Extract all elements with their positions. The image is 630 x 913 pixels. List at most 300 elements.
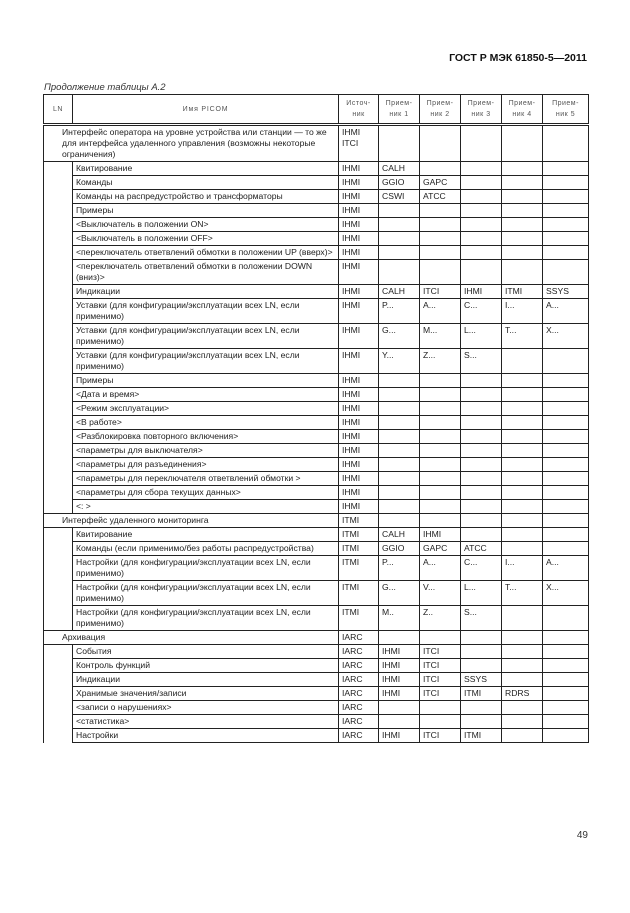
ln-cell	[44, 729, 73, 743]
receiver-4-cell	[502, 729, 543, 743]
source-cell: IHMI	[339, 486, 379, 500]
source-cell: IHMI	[339, 204, 379, 218]
col-receiver-2: Прием-ник 2	[420, 95, 461, 125]
picom-name: Квитирование	[73, 528, 339, 542]
receiver-1-cell	[379, 204, 420, 218]
col-ln: LN	[44, 95, 73, 125]
receiver-4-cell	[502, 232, 543, 246]
col-receiver-3: Прием-ник 3	[461, 95, 502, 125]
receiver-2-cell	[420, 246, 461, 260]
receiver-4-cell	[502, 472, 543, 486]
receiver-4-cell	[502, 458, 543, 472]
receiver-2-cell: GAPC	[420, 542, 461, 556]
table-row	[44, 581, 589, 606]
receiver-2-cell: M...	[420, 324, 461, 349]
source-cell: IHMI	[339, 260, 379, 285]
ln-cell	[44, 324, 73, 349]
table-row	[44, 246, 589, 260]
receiver-2-cell	[420, 514, 461, 528]
ln-cell	[44, 444, 73, 458]
table-row	[44, 324, 589, 349]
table-row	[44, 729, 589, 743]
receiver-3-cell	[461, 430, 502, 444]
receiver-5-cell: SSYS	[543, 285, 589, 299]
receiver-1-cell	[379, 458, 420, 472]
receiver-2-cell	[420, 458, 461, 472]
receiver-4-cell	[502, 204, 543, 218]
table-row	[44, 542, 589, 556]
table-section-row	[44, 514, 589, 528]
col-receiver-4: Прием-ник 4	[502, 95, 543, 125]
receiver-2-cell: ITCI	[420, 645, 461, 659]
receiver-2-cell: ITCI	[420, 673, 461, 687]
receiver-5-cell	[543, 631, 589, 645]
receiver-3-cell	[461, 388, 502, 402]
ln-cell	[44, 246, 73, 260]
receiver-4-cell	[502, 162, 543, 176]
table-section-row	[44, 125, 589, 162]
receiver-5-cell	[543, 542, 589, 556]
receiver-4-cell	[502, 486, 543, 500]
table-row	[44, 349, 589, 374]
receiver-2-cell: ITCI	[420, 659, 461, 673]
receiver-3-cell: C...	[461, 299, 502, 324]
receiver-4-cell	[502, 190, 543, 204]
receiver-2-cell	[420, 374, 461, 388]
table-row	[44, 458, 589, 472]
receiver-1-cell: IHMI	[379, 645, 420, 659]
receiver-4-cell	[502, 176, 543, 190]
receiver-2-cell	[420, 232, 461, 246]
picom-name: <В работе>	[73, 416, 339, 430]
receiver-3-cell	[461, 232, 502, 246]
receiver-5-cell	[543, 246, 589, 260]
source-cell: IHMI	[339, 472, 379, 486]
ln-cell	[44, 472, 73, 486]
picom-name: Команды (если применимо/без работы распредустройства)	[73, 542, 339, 556]
source-cell: IHMI	[339, 218, 379, 232]
picom-name: <Дата и время>	[73, 388, 339, 402]
receiver-2-cell: A...	[420, 299, 461, 324]
section-title: Интерфейс удаленного мониторинга	[44, 514, 339, 528]
receiver-1-cell	[379, 402, 420, 416]
receiver-5-cell	[543, 514, 589, 528]
picom-name: <Разблокировка повторного включения>	[73, 430, 339, 444]
ln-cell	[44, 701, 73, 715]
picom-name: <параметры для разъединения>	[73, 458, 339, 472]
picom-name: Индикации	[73, 673, 339, 687]
ln-cell	[44, 374, 73, 388]
source-cell: IHMI	[339, 500, 379, 514]
table-row	[44, 299, 589, 324]
source-cell: IARC	[339, 631, 379, 645]
receiver-4-cell	[502, 260, 543, 285]
receiver-4-cell: I...	[502, 299, 543, 324]
receiver-2-cell	[420, 444, 461, 458]
receiver-4-cell	[502, 246, 543, 260]
receiver-4-cell: T...	[502, 324, 543, 349]
ln-cell	[44, 176, 73, 190]
table-row	[44, 659, 589, 673]
source-cell: IARC	[339, 715, 379, 729]
receiver-1-cell: P...	[379, 299, 420, 324]
ln-cell	[44, 218, 73, 232]
picom-name: Контроль функций	[73, 659, 339, 673]
table-row	[44, 232, 589, 246]
receiver-3-cell: S...	[461, 606, 502, 631]
table-row	[44, 556, 589, 581]
receiver-3-cell: SSYS	[461, 673, 502, 687]
picom-name: Уставки (для конфигурации/эксплуатации всех LN, если применимо)	[73, 349, 339, 374]
picom-name: <переключатель ответвлений обмотки в положении UP (вверх)>	[73, 246, 339, 260]
picom-name: Настройки (для конфигурации/эксплуатации всех LN, если применимо)	[73, 581, 339, 606]
ln-cell	[44, 581, 73, 606]
table-section-row	[44, 631, 589, 645]
receiver-5-cell	[543, 218, 589, 232]
receiver-2-cell	[420, 631, 461, 645]
receiver-4-cell	[502, 218, 543, 232]
picom-name: Настройки (для конфигурации/эксплуатации всех LN, если применимо)	[73, 556, 339, 581]
ln-cell	[44, 190, 73, 204]
source-cell: IHMI	[339, 444, 379, 458]
receiver-5-cell	[543, 606, 589, 631]
receiver-3-cell	[461, 176, 502, 190]
receiver-2-cell: V...	[420, 581, 461, 606]
receiver-2-cell	[420, 430, 461, 444]
receiver-4-cell	[502, 514, 543, 528]
ln-cell	[44, 556, 73, 581]
receiver-4-cell	[502, 430, 543, 444]
picom-name: <переключатель ответвлений обмотки в положении DOWN (вниз)>	[73, 260, 339, 285]
ln-cell	[44, 659, 73, 673]
table-row	[44, 402, 589, 416]
picom-name: <Режим эксплуатации>	[73, 402, 339, 416]
table-row	[44, 528, 589, 542]
picom-name: <Выключатель в положении ON>	[73, 218, 339, 232]
source-cell: IARC	[339, 673, 379, 687]
receiver-2-cell: ITCI	[420, 729, 461, 743]
picom-name: Примеры	[73, 204, 339, 218]
table-row	[44, 673, 589, 687]
receiver-1-cell: Y...	[379, 349, 420, 374]
picom-name: <параметры для сбора текущих данных>	[73, 486, 339, 500]
receiver-1-cell: IHMI	[379, 659, 420, 673]
receiver-2-cell: GAPC	[420, 176, 461, 190]
source-cell: ITMI	[339, 528, 379, 542]
source-cell: IHMI	[339, 430, 379, 444]
receiver-2-cell	[420, 218, 461, 232]
receiver-5-cell	[543, 528, 589, 542]
source-cell: IHMI	[339, 176, 379, 190]
ln-cell	[44, 349, 73, 374]
picom-name: Примеры	[73, 374, 339, 388]
receiver-5-cell	[543, 162, 589, 176]
receiver-4-cell	[502, 542, 543, 556]
receiver-1-cell: G...	[379, 324, 420, 349]
receiver-1-cell: CALH	[379, 285, 420, 299]
receiver-5-cell: X...	[543, 324, 589, 349]
receiver-4-cell	[502, 645, 543, 659]
receiver-2-cell	[420, 701, 461, 715]
picom-name: Уставки (для конфигурации/эксплуатации всех LN, если применимо)	[73, 324, 339, 349]
receiver-1-cell	[379, 444, 420, 458]
table-row	[44, 606, 589, 631]
receiver-3-cell	[461, 190, 502, 204]
receiver-3-cell: S...	[461, 349, 502, 374]
table-row	[44, 500, 589, 514]
col-receiver-5: Прием-ник 5	[543, 95, 589, 125]
receiver-1-cell: IHMI	[379, 673, 420, 687]
receiver-3-cell: ITMI	[461, 687, 502, 701]
receiver-4-cell: RDRS	[502, 687, 543, 701]
receiver-2-cell: ITCI	[420, 687, 461, 701]
table-row	[44, 472, 589, 486]
picom-name: События	[73, 645, 339, 659]
ln-cell	[44, 486, 73, 500]
ln-cell	[44, 416, 73, 430]
receiver-5-cell	[543, 349, 589, 374]
source-cell: IHMI	[339, 299, 379, 324]
receiver-3-cell	[461, 645, 502, 659]
receiver-5-cell	[543, 701, 589, 715]
receiver-2-cell: IHMI	[420, 528, 461, 542]
ln-cell	[44, 542, 73, 556]
picom-name: <: >	[73, 500, 339, 514]
receiver-3-cell	[461, 204, 502, 218]
col-receiver-1: Прием-ник 1	[379, 95, 420, 125]
picom-name: Индикации	[73, 285, 339, 299]
table-caption: Продолжение таблицы А.2	[44, 82, 166, 93]
source-cell: IHMI	[339, 458, 379, 472]
table-row	[44, 260, 589, 285]
receiver-2-cell: ATCC	[420, 190, 461, 204]
receiver-5-cell	[543, 645, 589, 659]
source-cell: IHMI	[339, 388, 379, 402]
receiver-1-cell	[379, 514, 420, 528]
table-row	[44, 701, 589, 715]
ln-cell	[44, 260, 73, 285]
receiver-4-cell	[502, 374, 543, 388]
receiver-2-cell	[420, 500, 461, 514]
receiver-5-cell	[543, 659, 589, 673]
receiver-2-cell	[420, 204, 461, 218]
section-title: Интерфейс оператора на уровне устройства или станции — то же для интерфейса удаленного управления (возможны некоторые ограничения)	[44, 125, 339, 162]
section-title: Архивация	[44, 631, 339, 645]
receiver-1-cell: M..	[379, 606, 420, 631]
col-picom-name: Имя PICOM	[73, 95, 339, 125]
receiver-5-cell	[543, 260, 589, 285]
table-row	[44, 388, 589, 402]
picom-name: Команды	[73, 176, 339, 190]
picom-name: <записи о нарушениях>	[73, 701, 339, 715]
receiver-5-cell	[543, 374, 589, 388]
receiver-3-cell	[461, 458, 502, 472]
receiver-4-cell	[502, 528, 543, 542]
source-cell: IARC	[339, 659, 379, 673]
source-cell: ITMI	[339, 606, 379, 631]
standard-designation: ГОСТ Р МЭК 61850-5—2011	[449, 52, 587, 64]
source-cell: IHMI	[339, 232, 379, 246]
receiver-4-cell	[502, 349, 543, 374]
receiver-3-cell	[461, 528, 502, 542]
receiver-3-cell: IHMI	[461, 285, 502, 299]
receiver-2-cell	[420, 125, 461, 162]
receiver-1-cell	[379, 500, 420, 514]
table-row	[44, 176, 589, 190]
receiver-3-cell	[461, 472, 502, 486]
receiver-5-cell	[543, 673, 589, 687]
receiver-1-cell	[379, 472, 420, 486]
table-row	[44, 190, 589, 204]
table-row	[44, 645, 589, 659]
source-cell: IHMI	[339, 374, 379, 388]
receiver-5-cell	[543, 729, 589, 743]
receiver-5-cell	[543, 388, 589, 402]
receiver-3-cell: C...	[461, 556, 502, 581]
picom-table	[43, 94, 589, 743]
source-cell: IHMI	[339, 162, 379, 176]
source-cell: ITMI	[339, 581, 379, 606]
ln-cell	[44, 388, 73, 402]
receiver-2-cell	[420, 402, 461, 416]
receiver-5-cell	[543, 125, 589, 162]
receiver-4-cell	[502, 673, 543, 687]
receiver-1-cell	[379, 486, 420, 500]
receiver-4-cell	[502, 715, 543, 729]
receiver-1-cell: GGIO	[379, 542, 420, 556]
source-cell: IHMI	[339, 285, 379, 299]
receiver-2-cell	[420, 486, 461, 500]
source-cell: IHMI	[339, 190, 379, 204]
ln-cell	[44, 232, 73, 246]
receiver-2-cell: Z..	[420, 606, 461, 631]
source-cell: IARC	[339, 701, 379, 715]
source-cell: IHMI	[339, 246, 379, 260]
receiver-3-cell: ATCC	[461, 542, 502, 556]
table-row	[44, 204, 589, 218]
receiver-5-cell	[543, 458, 589, 472]
receiver-5-cell: X...	[543, 581, 589, 606]
receiver-5-cell	[543, 430, 589, 444]
receiver-3-cell	[461, 402, 502, 416]
receiver-3-cell	[461, 486, 502, 500]
ln-cell	[44, 673, 73, 687]
receiver-3-cell	[461, 444, 502, 458]
source-cell: IHMI ITCI	[339, 125, 379, 162]
source-cell: IHMI	[339, 349, 379, 374]
receiver-1-cell: IHMI	[379, 729, 420, 743]
ln-cell	[44, 528, 73, 542]
table-row	[44, 416, 589, 430]
picom-name: Команды на распредустройство и трансформаторы	[73, 190, 339, 204]
picom-name: <параметры для переключателя ответвлений обмотки >	[73, 472, 339, 486]
receiver-4-cell	[502, 388, 543, 402]
source-cell: IARC	[339, 729, 379, 743]
receiver-4-cell	[502, 659, 543, 673]
receiver-3-cell	[461, 631, 502, 645]
table-row	[44, 486, 589, 500]
receiver-5-cell: A...	[543, 299, 589, 324]
ln-cell	[44, 204, 73, 218]
receiver-1-cell	[379, 260, 420, 285]
receiver-3-cell: L...	[461, 324, 502, 349]
table-body	[44, 125, 589, 743]
receiver-5-cell	[543, 715, 589, 729]
receiver-2-cell: A...	[420, 556, 461, 581]
receiver-1-cell: P...	[379, 556, 420, 581]
receiver-1-cell	[379, 246, 420, 260]
col-source: Источ-ник	[339, 95, 379, 125]
receiver-4-cell	[502, 631, 543, 645]
receiver-3-cell	[461, 500, 502, 514]
ln-cell	[44, 687, 73, 701]
receiver-1-cell: CALH	[379, 162, 420, 176]
receiver-2-cell	[420, 416, 461, 430]
receiver-5-cell	[543, 472, 589, 486]
receiver-4-cell	[502, 125, 543, 162]
receiver-5-cell	[543, 190, 589, 204]
receiver-4-cell	[502, 701, 543, 715]
receiver-2-cell: Z...	[420, 349, 461, 374]
receiver-4-cell	[502, 606, 543, 631]
receiver-1-cell: CALH	[379, 528, 420, 542]
source-cell: ITMI	[339, 542, 379, 556]
picom-name: Уставки (для конфигурации/эксплуатации всех LN, если применимо)	[73, 299, 339, 324]
receiver-1-cell	[379, 430, 420, 444]
receiver-5-cell	[543, 232, 589, 246]
receiver-2-cell	[420, 260, 461, 285]
receiver-3-cell	[461, 715, 502, 729]
receiver-1-cell	[379, 416, 420, 430]
receiver-1-cell	[379, 631, 420, 645]
ln-cell	[44, 500, 73, 514]
receiver-4-cell: ITMI	[502, 285, 543, 299]
receiver-3-cell	[461, 701, 502, 715]
receiver-2-cell	[420, 715, 461, 729]
picom-name: Настройки (для конфигурации/эксплуатации всех LN, если применимо)	[73, 606, 339, 631]
receiver-4-cell	[502, 500, 543, 514]
receiver-1-cell: IHMI	[379, 687, 420, 701]
receiver-3-cell: ITMI	[461, 729, 502, 743]
receiver-3-cell	[461, 514, 502, 528]
receiver-5-cell: A...	[543, 556, 589, 581]
table-row	[44, 374, 589, 388]
receiver-4-cell: I...	[502, 556, 543, 581]
source-cell: IARC	[339, 645, 379, 659]
receiver-4-cell	[502, 416, 543, 430]
receiver-3-cell	[461, 659, 502, 673]
receiver-3-cell	[461, 260, 502, 285]
ln-cell	[44, 162, 73, 176]
source-cell: IARC	[339, 687, 379, 701]
source-cell: IHMI	[339, 324, 379, 349]
table-row	[44, 430, 589, 444]
receiver-1-cell	[379, 701, 420, 715]
ln-cell	[44, 299, 73, 324]
receiver-1-cell	[379, 715, 420, 729]
receiver-1-cell	[379, 374, 420, 388]
receiver-1-cell	[379, 388, 420, 402]
receiver-1-cell: GGIO	[379, 176, 420, 190]
receiver-1-cell	[379, 218, 420, 232]
table-row	[44, 444, 589, 458]
picom-name: <Выключатель в положении OFF>	[73, 232, 339, 246]
receiver-1-cell: G...	[379, 581, 420, 606]
ln-cell	[44, 715, 73, 729]
receiver-2-cell	[420, 162, 461, 176]
receiver-2-cell	[420, 388, 461, 402]
source-cell: IHMI	[339, 402, 379, 416]
